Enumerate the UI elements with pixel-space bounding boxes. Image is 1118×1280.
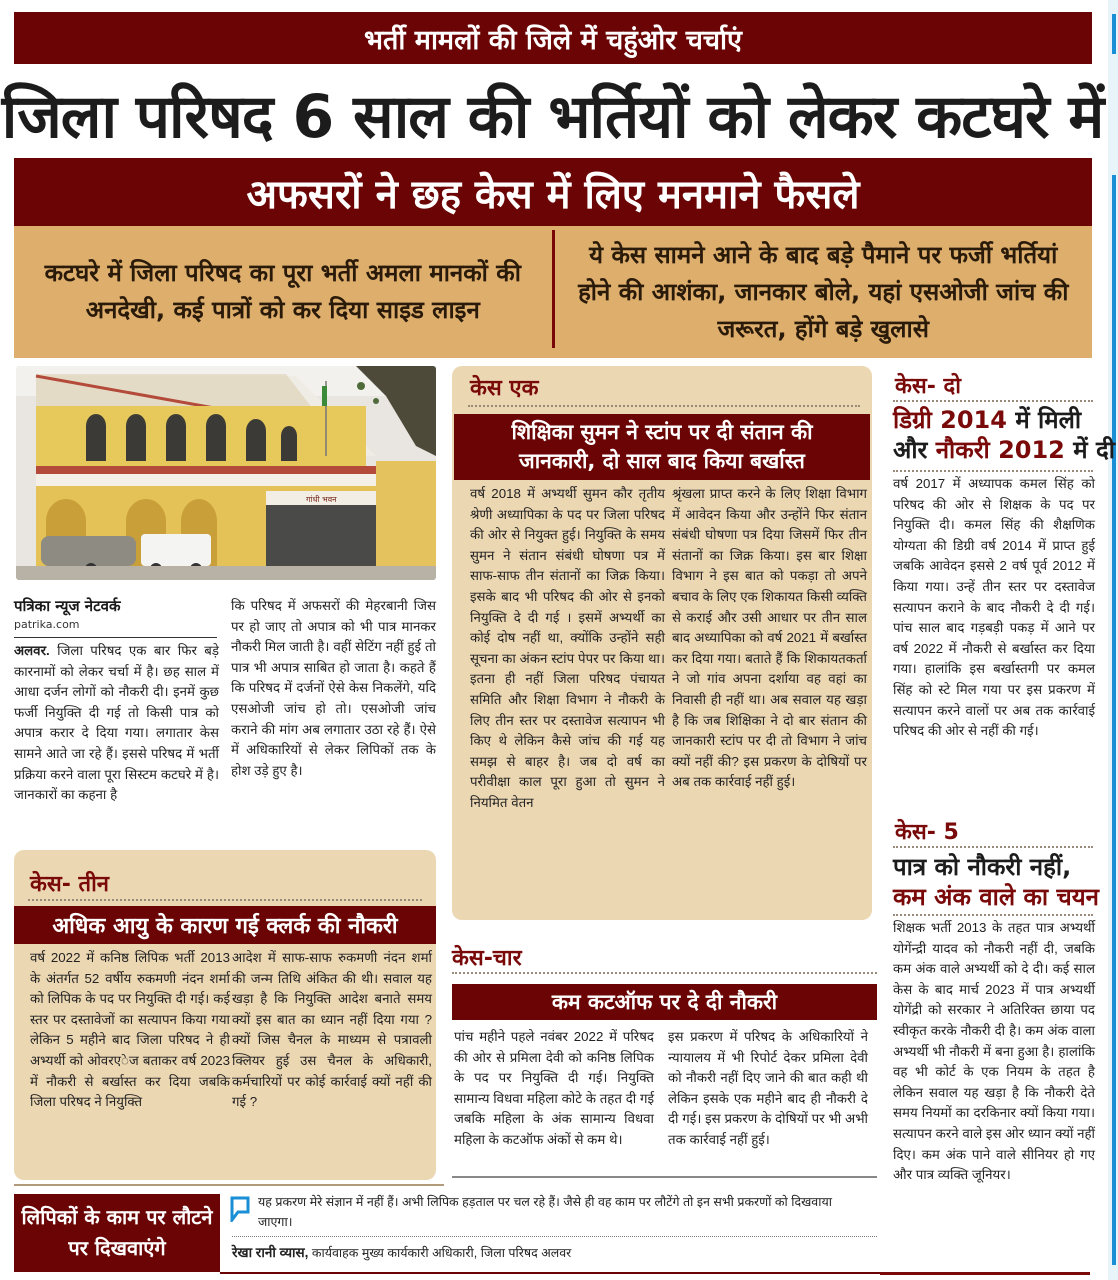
deck-box	[14, 226, 1092, 358]
case-four-title: कम कटऑफ पर दे दी नौकरी	[452, 984, 877, 1020]
case-three-column-1: वर्ष 2022 में कनिष्ठ लिपिक भर्ती 2013 के अंतर्गत 52 वर्षीय रुकमणी नंदन शर्मा को लिपिक के पद पर नियुक्ति दी गई। कई स्तर पर दस्तावेजों का सत्यापन किया गया लेकिन 5 महीने बाद जिला परिषद ने ही अभ्यर्थी को ओवरएेज बताकर वर्ष 2023 में नौकरी से बर्खास्त कर दिया जबकि जिला परिषद ने नियुक्ति	[30, 950, 230, 1110]
case-one-column-2: श्रृंखला प्राप्त करने के लिए शिक्षा विभाग में आवेदन किया और उन्होंने फिर संतान संबंधी घोषणा पत्र दिया जिसमें फिर तीन संतानों का जिक्र किया। इस बार शिक्षा विभाग ने इस बात को पकड़ा तो अपने बचाव के लिए एक शिकायत किसी व्यक्ति से कराई और उसी आधार पर तीन साल बाद अध्यापिका को वर्ष 2021 में बर्खास्त कर दिया गया। बताते हैं कि शिकायतकर्ता ने जो गांव अपना दर्शाया वह वहां का निवासी ही नहीं था। अब सवाल यह खड़ा है कि जब शिक्षिका ने दो बार संतान की जानकारी स्टांप पर दी तो विभाग ने जांच क्यों नहीं की? इस प्रकरण के दोषियों पर अब तक कार्रवाई नहीं हुई।	[672, 486, 867, 790]
case-two-label: केस- दो	[895, 374, 961, 399]
case-five-label: केस- 5	[895, 820, 959, 845]
headline: जिला परिषद 6 साल की भर्तियों को लेकर कटघरे में	[1, 82, 1104, 152]
dateline: अलवर.	[14, 643, 50, 658]
intro-text-1: जिला परिषद एक बार फिर बड़े कारनामों को लेकर चर्चा में है। छह साल में आधा दर्जन लोगों को नौकरी दी। इनमें कुछ फर्जी नियुक्ति दी गई तो किसी पात्र को अपात्र करार दे दिया गया। लगातार केस सामने आते जा रहे हैं। इससे परिषद में भर्ती प्रक्रिया करने वाला पूरा सिस्टम कटघरे में है। जानकारों का कहना है	[14, 643, 219, 803]
intro-column-1	[14, 641, 219, 806]
building-photo	[16, 366, 436, 580]
deck-left: कटघरे में जिला परिषद का पूरा भर्ती अमला मानकों की अनदेखी, कई पात्रों को कर दिया साइड लाइन	[44, 259, 521, 324]
divider	[880, 1272, 1090, 1275]
divider	[893, 914, 1093, 916]
divider	[14, 1184, 444, 1186]
quote-icon	[230, 1196, 250, 1222]
byline	[14, 596, 217, 638]
quote-text: यह प्रकरण मेरे संज्ञान में नहीं हैं। अभी लिपिक हड़ताल पर चल रहे हैं। जैसे ही वह काम पर लौटेंगे तो इन सभी प्रकरणों को दिखवाया जाएगा।	[258, 1195, 832, 1229]
intro-column-2: कि परिषद में अफसरों की मेहरबानी जिस पर हो जाए तो अपात्र को भी पात्र मानकर नौकरी मिल जाती है। वहीं सेटिंग नहीं हुई तो पात्र भी अपात्र साबित हो जाता है। कहते हैं कि परिषद में दर्जनों ऐसे केस निकलेंगे, यदि एसओजी जांच हो तो। एसओजी जांच कराने की मांग अब लगातार उठा रहे हैं। ऐसे में अधिकारियों से लेकर लिपिकों तक के होश उड़े हुए है।	[231, 598, 436, 778]
divider	[452, 972, 877, 974]
divider	[28, 899, 422, 901]
quote-attribution	[232, 1243, 571, 1261]
speaker-designation: कार्यवाहक मुख्य कार्यकारी अधिकारी, जिला परिषद अलवर	[308, 1246, 572, 1260]
byline-site: patrika.com	[14, 618, 217, 638]
case-four-column-2: इस प्रकरण में परिषद के अधिकारियों ने न्यायालय में भी रिपोर्ट देकर प्रमिला देवी को नौकरी नहीं दिए जाने की बात कही थी लेकिन इसके एक महीने बाद ही नौकरी दे दी गई। इस प्रकरण के दोषियों पर भी अभी तक कार्रवाई नहीं हुई।	[668, 1029, 868, 1147]
case-two-body: वर्ष 2017 में अध्यापक कमल सिंह को परिषद की ओर से शिक्षक के पद पर नियुक्ति दी। कमल सिंह की शैक्षणिक योग्यता की डिग्री वर्ष 2014 में प्राप्त हुई जबकि आवेदन इससे 2 वर्ष पूर्व 2012 में किया गया। उन्हें तीन स्तर पर दस्तावेज सत्यापन कराने के बाद नौकरी दे दी गई। पांच साल बाद गड़बड़ी पकड़ में आने पर वर्ष 2022 में नौकरी से बर्खास्त कर दिया गया। हालांकि इस बर्खास्तगी पर कमल सिंह को स्टे मिल गया पर इस प्रकरण में सत्यापन करने वालों पर अब तक कार्रवाई परिषद की ओर से नहीं की गई।	[893, 476, 1095, 739]
case-three-column-2: आदेश में साफ-साफ रुकमणी नंदन शर्मा की जन्म तिथि अंकित की थी। सवाल यह खड़ा है कि नियुक्ति आदेश बनाते समय क्यों इस बात का ध्यान नहीं दिया गया ? क्यों जिस चैनल के माध्यम से पत्रावली क्लियर हुई उस चैनल के अधिकारी, कर्मचारियों पर कोई कार्रवाई क्यों नहीं की गई ?	[232, 950, 432, 1110]
case-four-label: केस-चार	[452, 946, 522, 971]
divider	[232, 1236, 877, 1237]
case-three-label: केस- तीन	[30, 872, 110, 897]
quote-headline-box: लिपिकों के काम पर लौटने पर दिखवाएंगे	[14, 1194, 220, 1272]
byline-name: पत्रिका न्यूज नेटवर्क	[14, 597, 121, 615]
photo-sign: गांधी भवन	[306, 495, 337, 504]
page-edge	[1108, 0, 1118, 1280]
divider	[468, 405, 860, 407]
case-two-title: डिग्री 2014 में मिली और नौकरी 2012 में दी	[893, 406, 1115, 464]
divider	[893, 470, 1093, 472]
edge-accent	[1112, 175, 1116, 1265]
deck-right: ये केस सामने आने के बाद बड़े पैमाने पर फर्जी भर्तियां होने की आशंका, जानकार बोले, यहां एसओजी जांच की जरूरत, होंगे बड़े खुलासे	[578, 240, 1069, 343]
divider	[893, 400, 1093, 402]
case-five-title: पात्र को नौकरी नहीं, कम अंक वाले का चयन	[893, 853, 1099, 911]
kicker-banner: भर्ती मामलों की जिले में चहुंओर चर्चाएं	[14, 12, 1092, 64]
case-one-column-1: वर्ष 2018 में अभ्यर्थी सुमन कौर तृतीय श्रेणी अध्यापिका के पद पर जिला परिषद की ओर से नियुक्त हुई। नियुक्ति के समय सुमन ने संतान संबंधी घोषणा पत्र में साफ-साफ तीन संतानों का जिक्र किया। इसके बाद भी परिषद की ओर से इनको नियुक्ति दे दी गई । इसमें अभ्यर्थी का कोई दोष नहीं था, क्योंकि उन्होंने सही सूचना का अंकन स्टांप पेपर पर किया था। इतना ही नहीं जिला परिषद पंचायत समिति और शिक्षा विभाग ने नौकरी के लिए तीन स्तर पर दस्तावेज सत्यापन भी किए थे लेकिन कैसे जांच की गई यह समझ से बाहर है। जब दो वर्ष का परीवीक्षा काल पूरा हुआ तो सुमन ने नियमित वेतन	[470, 486, 665, 810]
divider	[452, 1176, 877, 1178]
case-one-label: केस एक	[470, 376, 539, 401]
case-five-body: शिक्षक भर्ती 2013 के तहत पात्र अभ्यर्थी योगेंन्द्री यादव को नौकरी नहीं दी, जबकि कम अंक वाले अभ्यर्थी को दे दी। कई साल केस के बाद मार्च 2023 में पात्र अभ्यर्थी योगेंद्री को सरकार ने अतिरिक्त छाया पद स्वीकृत करके नौकरी दी है। कम अंक वाला अभ्यर्थी भी नौकरी में बना हुआ है। हालांकि वह भी कोर्ट के एक नियम के तहत है लेकिन सवाल यह खड़ा है कि नौकरी देते समय नियमों का दरकिनार क्यों किया गया। सत्यापन करने वाले इस ओर ध्यान क्यों नहीं दिए। कम अंक पाने वाले सीनियर हो गए और पात्र व्यक्ति जूनियर।	[893, 920, 1095, 1183]
case-four-column-1: पांच महीने पहले नवंबर 2022 में परिषद की ओर से प्रमिला देवी को कनिष्ठ लिपिक के पद पर नियुक्ति दी गई। नियुक्ति सामान्य विधवा महिला कोटे के तहत दी गई जबकि महिला के अंक सामान्य विधवा महिला के कटऑफ अंकों से कम थे।	[454, 1029, 654, 1147]
case-one-title: शिक्षिका सुमन ने स्टांप पर दी संतान की जानकारी, दो साल बाद किया बर्खास्त	[454, 414, 870, 480]
speaker-name: रेखा रानी व्यास,	[232, 1245, 309, 1260]
divider	[893, 846, 1093, 848]
edge-accent	[1112, 14, 1116, 54]
case-three-title: अधिक आयु के कारण गई क्लर्क की नौकरी	[14, 906, 436, 944]
divider	[220, 1272, 880, 1274]
subheadline-banner: अफसरों ने छह केस में लिए मनमाने फैसले	[14, 158, 1092, 226]
